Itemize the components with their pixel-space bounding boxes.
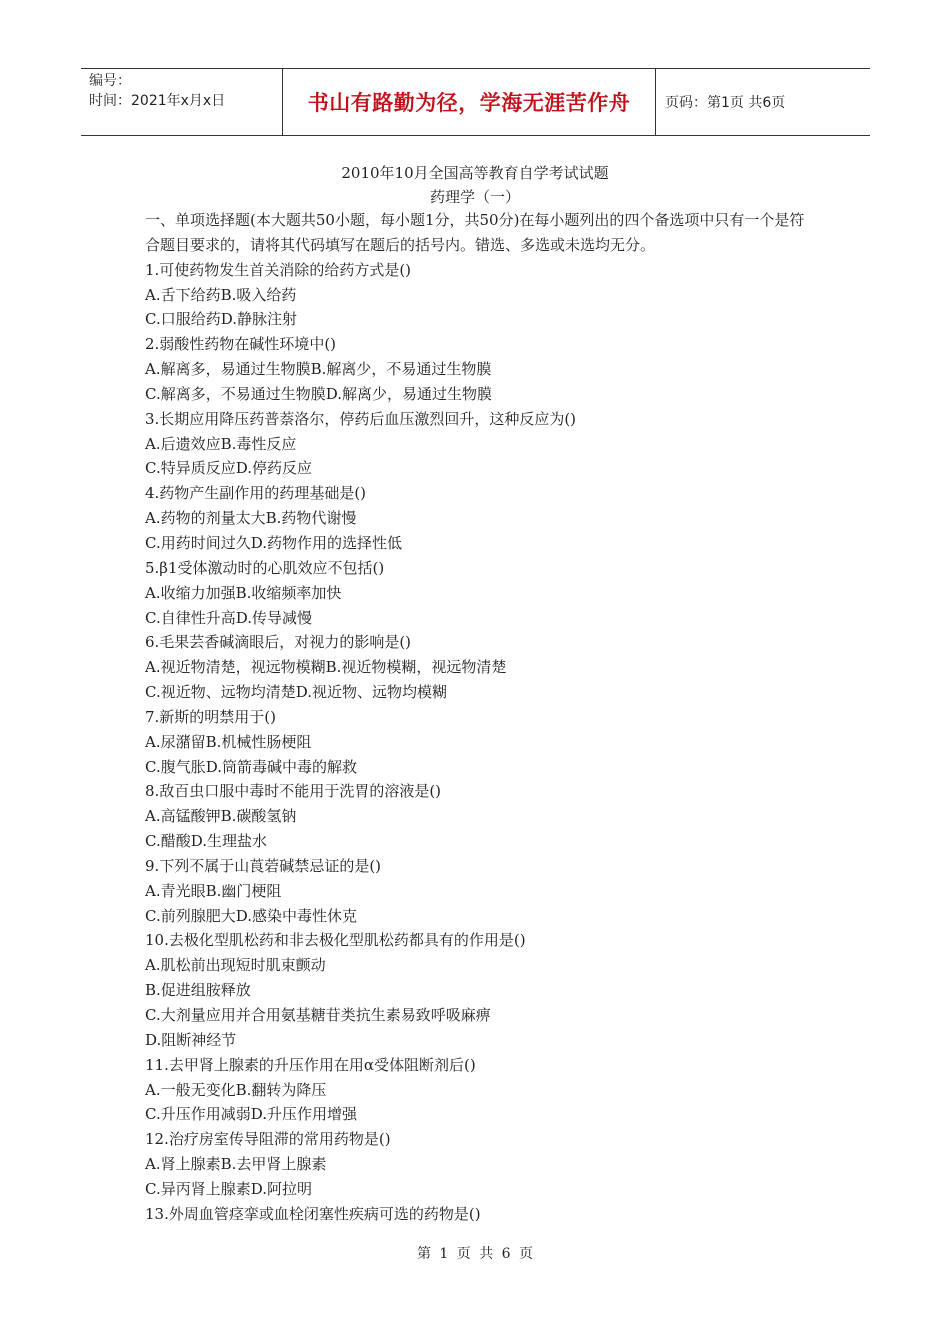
question-line: A.收缩力加强B.收缩频率加快 — [145, 583, 342, 602]
question-line: A.后遗效应B.毒性反应 — [145, 434, 297, 453]
question-line: 2.弱酸性药物在碱性环境中() — [145, 335, 337, 354]
question-line: A.尿潴留B.机械性肠梗阻 — [145, 732, 312, 751]
question-line: C.腹气胀D.筒箭毒碱中毒的解救 — [145, 757, 357, 776]
question-line: 8.敌百虫口服中毒时不能用于洗胃的溶液是() — [145, 782, 442, 801]
question-line: C.前列腺肥大D.感染中毒性休克 — [145, 906, 357, 925]
question-line: 12.治疗房室传导阻滞的常用药物是() — [145, 1130, 391, 1149]
doc-subtitle: 药理学（一） — [429, 188, 520, 206]
question-line: 9.下列不属于山莨菪碱禁忌证的是() — [145, 856, 382, 875]
question-line: C.口服给药D.静脉注射 — [145, 310, 297, 329]
question-list — [145, 258, 815, 1227]
question-line: A.青光眼B.幽门梗阻 — [145, 881, 282, 900]
page-header — [81, 68, 870, 136]
doc-title: 2010年10月全国高等教育自学考试试题 — [341, 164, 609, 182]
question-line: C.特异质反应D.停药反应 — [145, 459, 312, 478]
header-number-label: 编号： — [89, 73, 131, 89]
question-line: C.用药时间过久D.药物作用的选择性低 — [145, 533, 402, 552]
question-line: A.高锰酸钾B.碳酸氢钠 — [145, 807, 297, 826]
page-footer: 第 1 页 共 6 页 — [416, 1246, 534, 1262]
question-line: 1.可使药物发生首关消除的给药方式是() — [145, 260, 412, 279]
question-line: C.视近物、远物均清楚D.视近物、远物均模糊 — [145, 683, 447, 702]
question-line: C.解离多，不易通过生物膜D.解离少，易通过生物膜 — [145, 384, 492, 403]
question-line: 7.新斯的明禁用于() — [145, 707, 277, 726]
question-line: 5.β1受体激动时的心肌效应不包括() — [145, 558, 385, 577]
question-line: C.醋酸D.生理盐水 — [145, 832, 267, 851]
question-line: 6.毛果芸香碱滴眼后，对视力的影响是() — [145, 633, 412, 652]
question-line: 10.去极化型肌松药和非去极化型肌松药都具有的作用是() — [145, 931, 526, 950]
question-line: A.舌下给药B.吸入给药 — [145, 285, 297, 304]
section-intro: 一、单项选择题(本大题共50小题，每小题1分，共50分)在每小题列出的四个备选项中只有一个是符合题目要求的，请将其代码填写在题后的括号内。错选、多选或未选均无分。 — [145, 211, 805, 254]
question-line: A.一般无变化B.翻转为降压 — [145, 1080, 327, 1099]
header-page-label: 页码：第1页 共6页 — [665, 95, 786, 111]
question-line: B.促进组胺释放 — [145, 981, 251, 1000]
question-line: C.大剂量应用并合用氨基糖苷类抗生素易致呼吸麻痹 — [145, 1006, 491, 1024]
question-line: A.肾上腺素B.去甲肾上腺素 — [145, 1155, 327, 1174]
header-time-label: 时间：2021年x月x日 — [89, 93, 226, 109]
question-line: 11.去甲肾上腺素的升压作用在用α受体阻断剂后() — [145, 1055, 476, 1074]
question-line: A.肌松前出现短时肌束颤动 — [145, 956, 326, 975]
question-line: A.视近物清楚，视远物模糊B.视近物模糊，视远物清楚 — [145, 658, 507, 677]
question-line: C.异丙肾上腺素D.阿拉明 — [145, 1179, 312, 1198]
header-motto: 书山有路勤为径，学海无涯苦作舟 — [283, 69, 656, 135]
question-line: 4.药物产生副作用的药理基础是() — [145, 484, 367, 503]
header-meta — [81, 69, 283, 135]
question-line: 3.长期应用降压药普萘洛尔，停药后血压激烈回升，这种反应为() — [145, 409, 577, 428]
question-line: C.升压作用减弱D.升压作用增强 — [145, 1105, 357, 1124]
question-line: A.药物的剂量太大B.药物代谢慢 — [145, 509, 357, 528]
question-line: C.自律性升高D.传导减慢 — [145, 608, 312, 627]
question-line: 13.外周血管痉挛或血栓闭塞性疾病可选的药物是() — [145, 1204, 481, 1223]
question-line: A.解离多，易通过生物膜B.解离少，不易通过生物膜 — [145, 360, 492, 379]
doc-body — [145, 208, 815, 1227]
question-line: D.阻断神经节 — [145, 1030, 237, 1049]
